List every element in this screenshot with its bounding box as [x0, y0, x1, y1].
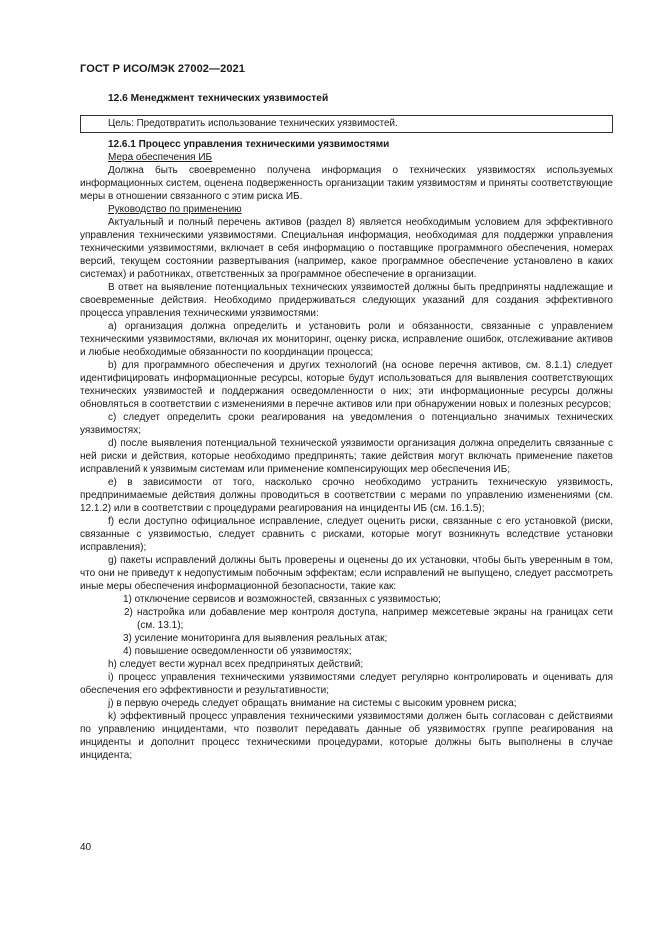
sub-list-item: 2) настройка или добавление мер контроля доступа, например межсетевые экраны на границах сети (см. 13.1); [124, 607, 613, 631]
list-item: g) пакеты исправлений должны быть проверены и оценены до их установки, чтобы быть уверенным в том, что они не приведут к недопустимым побочным эффектам; если исправлений не выпущено, следует рассмотреть иные меры обеспечения информационной безопасности, такие как: [80, 555, 613, 592]
list-item: f) если доступно официальное исправление, следует оценить риски, связанные с его установкой (риски, связанные с уязвимостью, следует сравнить с рисками, которые могут возникнуть вследствие установки исправления); [80, 516, 613, 553]
list-item: c) следует определить сроки реагирования на уведомления о потенциально значимых технических уязвимостях; [80, 412, 613, 436]
goal-box: Цель: Предотвратить использование технических уязвимостей. [80, 115, 613, 133]
list-item: a) организация должна определить и установить роли и обязанности, связанные с управлением техническими уязвимостями, включая их мониторинг, оценку риска, исправление ошибок, отслеживание активов и любые необходимые обязанности по координации процесса; [80, 321, 613, 358]
paragraph: Актуальный и полный перечень активов (раздел 8) является необходимым условием для эффективного управления техническими уязвимостями. Специальная информация, необходимая для поддержки управления техническими уязвимостями, включает в себя информацию о поставщике программного обеспечения, номерах версий, текущем состоянии развертывания (например, какое программное обеспечение установлено в каких системах) и работниках, ответственных за программное обеспечение в организации. [80, 217, 613, 280]
section-title: 12.6 Менеджмент технических уязвимостей [108, 93, 329, 104]
measure-text: Должна быть своевременно получена информация о технических уязвимостях используемых информационных систем, оценена подверженность организации таким уязвимостям и приняты соответствующие меры в отношении связанного с этим риска ИБ. [80, 165, 613, 202]
list-item: d) после выявления потенциальной технической уязвимости организация должна определить связанные с ней риски и действия, которые необходимо предпринять; такие действия могут включать применение пакетов исправлений к уязвимым системам или применение компенсирующих мер обеспечения ИБ; [80, 438, 613, 475]
list-item: h) следует вести журнал всех предпринятых действий; [108, 659, 364, 670]
sub-list-item: 3) усиление мониторинга для выявления реальных атак; [123, 633, 388, 644]
list-item: i) процесс управления техническими уязвимостями следует регулярно контролировать и оценивать для обеспечения его эффективности и результативности; [80, 672, 613, 696]
measure-heading: Мера обеспечения ИБ [108, 152, 213, 163]
paragraph: В ответ на выявление потенциальных технических уязвимостей должны быть предприняты надлежащие и своевременные действия. Необходимо придерживаться следующих указаний для создания эффективного процесса управления техническими уязвимостями: [80, 282, 613, 319]
sub-list-item: 1) отключение сервисов и возможностей, связанных с уязвимостью; [123, 594, 441, 605]
guidance-heading: Руководство по применению [108, 204, 242, 215]
list-item: b) для программного обеспечения и других технологий (на основе перечня активов, см. 8.1.1) следует идентифицировать информационные ресурсы, которые будут использоваться для выявления соответствующих технических уязвимостей и поддержания осведомленности о них; эти информационные ресурсы должны обновляться в соответствии с изменениями в перечне активов или при обнаружении новых и полезных ресурсов; [80, 360, 613, 410]
list-item: k) эффективный процесс управления техническими уязвимостями должен быть согласован с действиями по управлению инцидентами, что позволит передавать данные об уязвимостях группе реагирования на инциденты и дополнит процесс техническими процедурами, которые должны быть выполнены в случае инцидента; [80, 711, 613, 761]
page-content [80, 92, 613, 762]
sub-list-item: 4) повышение осведомленности об уязвимостях; [123, 646, 352, 657]
list-item: e) в зависимости от того, насколько срочно необходимо устранить техническую уязвимость, предпринимаемые действия должны проводиться в соответствии с мерами по управлению изменениями (см. 12.1.2) или в соответствии с процедурами реагирования на инциденты ИБ (см. 16.1.5); [80, 477, 613, 514]
subsection-title: 12.6.1 Процесс управления техническими уязвимостями [108, 139, 390, 150]
standard-header: ГОСТ Р ИСО/МЭК 27002—2021 [80, 63, 245, 75]
page-number: 40 [80, 842, 92, 853]
list-item: j) в первую очередь следует обращать внимание на системы с высоким уровнем риска; [108, 698, 517, 709]
